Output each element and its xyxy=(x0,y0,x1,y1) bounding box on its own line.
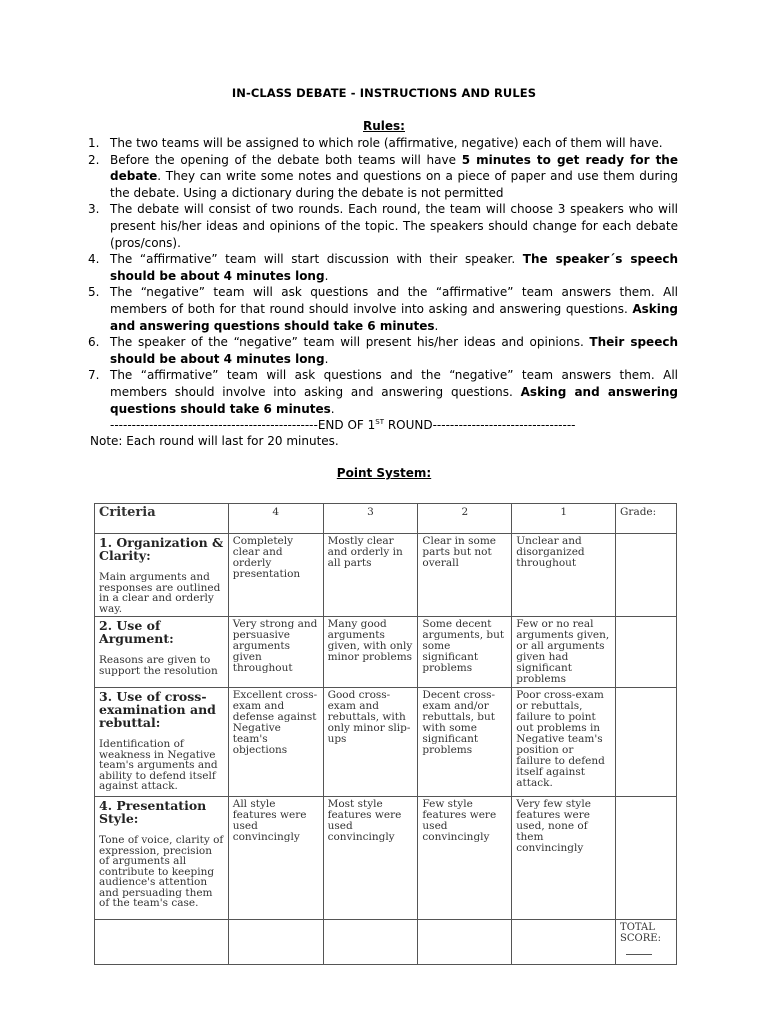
total-score-label: TOTAL SCORE: xyxy=(620,922,661,944)
criteria-title: 1. Organization & Clarity: xyxy=(99,535,224,563)
divider-suffix: ROUND--------------------------------- xyxy=(384,418,576,432)
grade-cell xyxy=(616,534,677,617)
score-cell: Some decent arguments, but some significant problems xyxy=(418,617,512,688)
header-score-2: 2 xyxy=(418,504,512,534)
rule-text: . xyxy=(434,318,439,333)
rule-item xyxy=(88,251,678,284)
rubric-row xyxy=(95,534,677,617)
criteria-description: Main arguments and responses are outlined in a clear and orderly way. xyxy=(99,571,221,615)
score-cell: Few or no real arguments given, or all arguments given had significant problems xyxy=(512,617,616,688)
criteria-cell xyxy=(95,617,229,688)
rule-emphasis: Asking and answering questions should take 6 minutes xyxy=(110,384,678,416)
header-score-4: 4 xyxy=(228,504,323,534)
rule-number: 2. xyxy=(88,152,100,167)
score-cell: Decent cross-exam and/or rebuttals, but with some significant problems xyxy=(418,688,512,797)
criteria-cell xyxy=(95,688,229,797)
rubric-row xyxy=(95,617,677,688)
rule-item xyxy=(88,152,678,202)
score-cell: Poor cross-exam or rebuttals, failure to point out problems in Negative team's position or failure to defend itself against attack. xyxy=(512,688,616,797)
header-criteria: Criteria xyxy=(95,504,229,534)
rule-number: 4. xyxy=(88,252,100,267)
total-score-cell xyxy=(616,920,677,965)
rule-number: 3. xyxy=(88,202,100,217)
rule-text: . xyxy=(324,351,329,366)
rule-emphasis: 5 minutes to get ready for the debate xyxy=(110,152,678,184)
score-cell: Unclear and disorganized throughout xyxy=(512,534,616,617)
rule-emphasis: The speaker´s speech should be about 4 minutes long xyxy=(110,252,679,283)
score-cell: Very strong and persuasive arguments given throughout xyxy=(228,617,323,688)
rule-emphasis: Their speech should be about 4 minutes long xyxy=(110,335,678,366)
score-cell: Mostly clear and orderly in all parts xyxy=(323,534,418,617)
rule-text: The “negative” team will ask questions and the “affirmative” team answers them. All members of both for that round should involve into asking and answering questions. xyxy=(110,285,678,316)
grade-cell xyxy=(616,617,677,688)
rule-number: 7. xyxy=(88,368,100,383)
score-cell: Clear in some parts but not overall xyxy=(418,534,512,617)
rule-number: 1. xyxy=(88,136,100,150)
header-score-3: 3 xyxy=(323,504,418,534)
criteria-description: Reasons are given to support the resolution xyxy=(99,654,218,677)
criteria-cell xyxy=(95,797,229,920)
rule-number: 5. xyxy=(88,285,100,300)
empty-cell xyxy=(228,920,323,965)
score-cell: Very few style features were used, none of them convincingly xyxy=(512,797,616,920)
rule-emphasis: Asking and answering questions should take 6 minutes xyxy=(110,301,678,333)
rule-text: . They can write some notes and questions on a piece of paper and use them during the debate. Using a dictionary during the debate is not permitted xyxy=(110,169,678,200)
document-title: IN-CLASS DEBATE - INSTRUCTIONS AND RULES xyxy=(231,86,537,100)
rules-heading: Rules: xyxy=(363,119,405,133)
criteria-description: Tone of voice, clarity of expression, precision of arguments all contribute to keeping audience's attention and persuading them of the team's case. xyxy=(99,834,224,909)
rule-text: The “affirmative” team will start discussion with their speaker. xyxy=(110,252,523,267)
total-score-blank xyxy=(626,954,652,955)
rule-item xyxy=(88,284,678,334)
header-grade: Grade: xyxy=(616,504,677,534)
score-cell: Many good arguments given, with only minor problems xyxy=(323,617,418,688)
empty-cell xyxy=(95,920,229,965)
score-cell: Excellent cross-exam and defense against Negative team's objections xyxy=(228,688,323,797)
header-score-1: 1 xyxy=(512,504,616,534)
rubric-row xyxy=(95,797,677,920)
rule-text: Before the opening of the debate both teams will have xyxy=(110,152,462,167)
empty-cell xyxy=(323,920,418,965)
criteria-title: 4. Presentation Style: xyxy=(99,798,207,826)
grade-cell xyxy=(616,688,677,797)
round-note: Note: Each round will last for 20 minutes. xyxy=(90,434,339,448)
rule-item xyxy=(88,201,678,251)
grade-cell xyxy=(616,797,677,920)
rubric-table xyxy=(94,503,677,965)
rule-item xyxy=(88,367,678,417)
empty-cell xyxy=(512,920,616,965)
score-cell: Good cross-exam and rebuttals, with only minor slip-ups xyxy=(323,688,418,797)
end-of-round-divider xyxy=(110,418,576,432)
criteria-title: 3. Use of cross-examination and rebuttal: xyxy=(99,689,216,730)
rule-item xyxy=(88,334,678,367)
point-system-heading: Point System: xyxy=(336,466,432,480)
empty-cell xyxy=(418,920,512,965)
rule-text: The speaker of the “negative” team will present his/her ideas and opinions. xyxy=(110,335,590,350)
criteria-description: Identification of weakness in Negative team's arguments and ability to defend itself against attack. xyxy=(99,738,218,792)
score-cell: Completely clear and orderly presentation xyxy=(228,534,323,617)
score-cell: All style features were used convincingly xyxy=(228,797,323,920)
rule-text: . xyxy=(324,268,329,283)
rubric-header-row xyxy=(95,504,677,534)
rule-text: The “affirmative” team will ask questions and the “negative” team answers them. All members should involve into asking and answering questions. xyxy=(110,368,678,399)
total-row xyxy=(95,920,677,965)
divider-superscript: ST xyxy=(375,418,384,426)
rubric-row xyxy=(95,688,677,797)
rule-item xyxy=(88,135,678,152)
criteria-title: 2. Use of Argument: xyxy=(99,618,174,646)
rule-text: The debate will consist of two rounds. Each round, the team will choose 3 speakers who will present his/her ideas and opinions of the topic. The speakers should change for each debate (pros/cons). xyxy=(110,202,678,250)
score-cell: Most style features were used convincingly xyxy=(323,797,418,920)
rule-text: . xyxy=(330,401,335,416)
rule-number: 6. xyxy=(88,335,100,350)
rule-text: The two teams will be assigned to which role (affirmative, negative) each of them will have. xyxy=(110,136,663,150)
score-cell: Few style features were used convincingly xyxy=(418,797,512,920)
rules-list xyxy=(88,135,678,417)
criteria-cell xyxy=(95,534,229,617)
divider-prefix: ------------------------------------------------END OF 1 xyxy=(110,418,376,432)
